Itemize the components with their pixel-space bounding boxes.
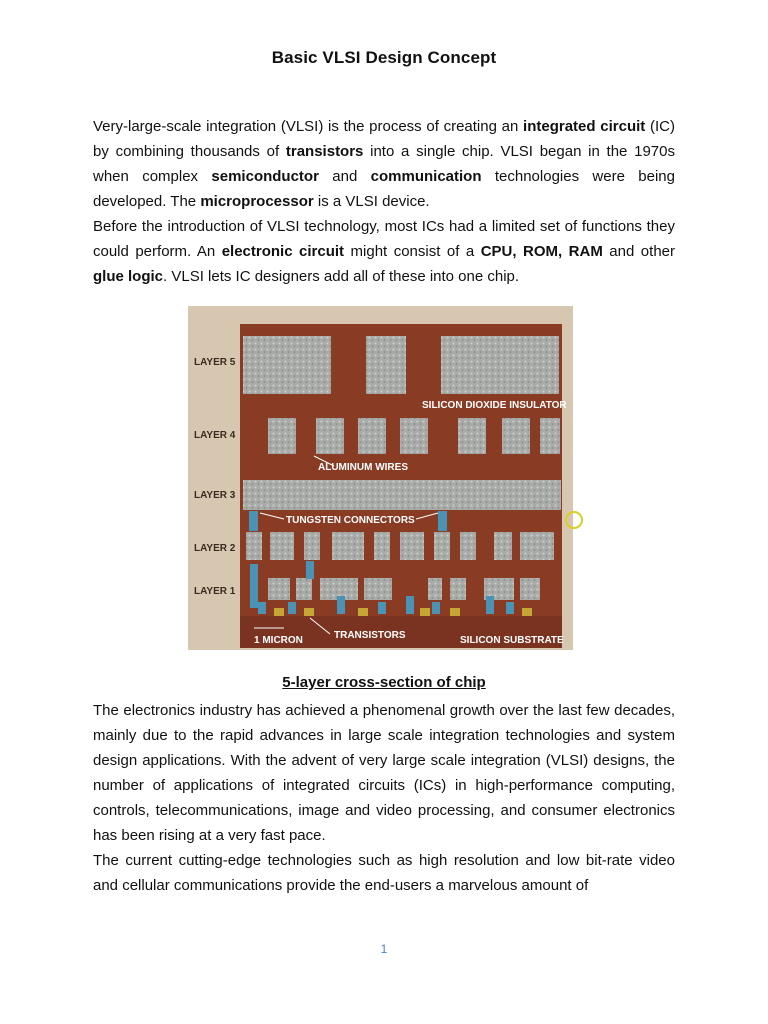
page-title: Basic VLSI Design Concept (271, 48, 497, 67)
layer-label: LAYER 3 (194, 490, 236, 501)
page-number: 1 (380, 942, 388, 956)
insulator-label: SILICON DIOXIDE INSULATOR (422, 400, 567, 411)
transistors-label: TRANSISTORS (334, 630, 406, 641)
bold-term: communication (370, 168, 482, 185)
text-run: and (318, 168, 371, 185)
layer3-metal (243, 480, 561, 510)
layer2-metal-row (246, 532, 554, 560)
figure-caption: 5-layer cross-section of chip (282, 674, 486, 691)
text-run: Before the introduction of VLSI technology, most ICs had a limited set of functions they could perform. An (93, 218, 675, 260)
layer5-metal (366, 336, 406, 394)
micron-label: 1 MICRON (254, 635, 303, 646)
bold-term: semiconductor (211, 168, 319, 185)
layer5-metal (441, 336, 559, 394)
bold-term: integrated circuit (523, 118, 646, 135)
text-run: technologies were being developed. The (93, 168, 675, 210)
bold-term: microprocessor (200, 193, 314, 210)
bold-term: glue logic (93, 268, 164, 285)
substrate-label: SILICON SUBSTRATE (460, 635, 564, 646)
intro-paragraph-1 (93, 114, 675, 214)
bold-term: electronic circuit (221, 243, 345, 260)
layer-label: LAYER 5 (194, 357, 236, 368)
wires-label: ALUMINUM WIRES (318, 462, 408, 473)
text-run: Very-large-scale integration (VLSI) is the process of creating an (93, 118, 524, 135)
body-paragraph-2: The current cutting-edge technologies such as high resolution and low bit-rate video and cellular communications provide the end-users a marvelous amount of (93, 852, 675, 894)
chip-cross-section-figure (188, 306, 573, 650)
bold-term: CPU, ROM, RAM (480, 243, 603, 260)
cursor-highlight (565, 511, 583, 529)
layer5-metal (243, 336, 331, 394)
layer-label: LAYER 1 (194, 586, 236, 597)
text-run: is a VLSI device. (313, 193, 430, 210)
text-run: might consist of a (344, 243, 481, 260)
chip-cross-section-diagram (188, 306, 573, 650)
layer-label: LAYER 4 (194, 430, 236, 441)
text-run: and other (602, 243, 675, 260)
body-paragraph-1: The electronics industry has achieved a phenomenal growth over the last few decades, mainly due to the rapid advances in large scale integration technologies and system design applications. With the advent of very large scale integration (VLSI) designs, the number of applications of integrated circuits (ICs) in high-performance computing, controls, telecommunications, image and video processing, and consumer electronics has been rising at a very fast pace. (93, 702, 675, 844)
text-run: into a single chip. VLSI began in the 1970s when complex (93, 143, 675, 185)
connectors-label: TUNGSTEN CONNECTORS (286, 515, 415, 526)
bold-term: transistors (285, 143, 364, 160)
layer-label: LAYER 2 (194, 543, 236, 554)
text-run: . VLSI lets IC designers add all of these into one chip. (163, 268, 520, 285)
text-run: (IC) by combining thousands of (93, 118, 675, 160)
intro-paragraph-2 (93, 214, 675, 289)
